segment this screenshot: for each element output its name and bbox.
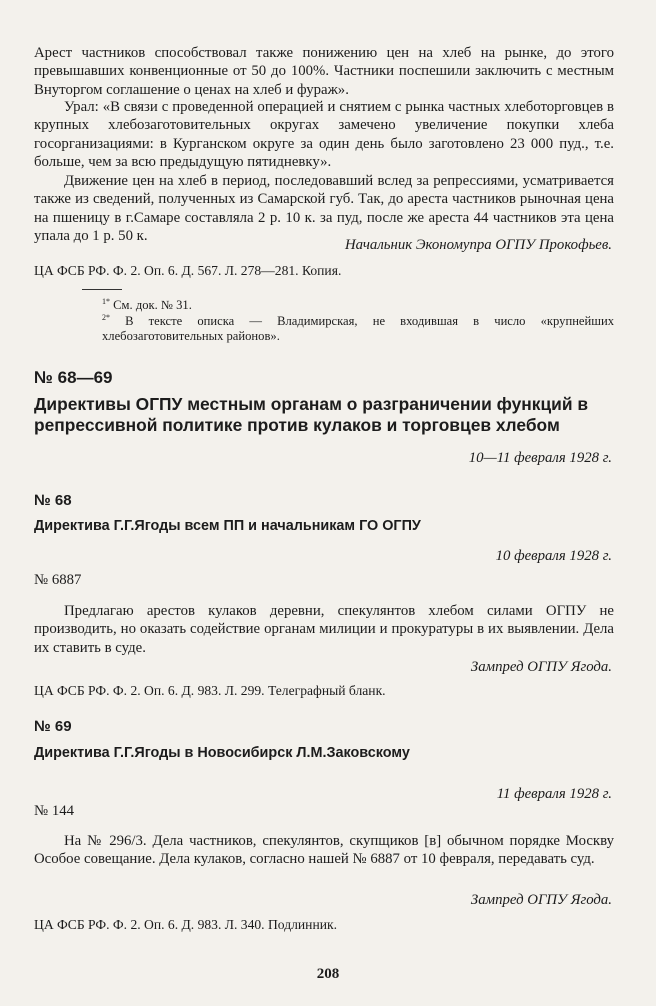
doc-69-source: ЦА ФСБ РФ. Ф. 2. Оп. 6. Д. 983. Л. 340. Подлинник. [34, 917, 338, 932]
section-number: № 68—69 [34, 368, 113, 387]
section-date: 10—11 февраля 1928 г. [468, 450, 612, 466]
archive-source: ЦА ФСБ РФ. Ф. 2. Оп. 6. Д. 567. Л. 278—281. Копия. [34, 263, 342, 278]
doc-69-title: Директива Г.Г.Ягоды в Новосибирск Л.М.Заковскому [34, 745, 410, 761]
doc-69-body: На № 296/3. Дела частников, спекулянтов, скупщиков [в] обычном порядке Москву Особое совещание. Дела кулаков, согласно нашей № 6887 от 10 февраля, передавать суд. [34, 833, 614, 868]
doc-68-source: ЦА ФСБ РФ. Ф. 2. Оп. 6. Д. 983. Л. 299. Телеграфный бланк. [34, 683, 386, 698]
doc-68-date: 10 февраля 1928 г. [495, 548, 612, 564]
footnote-1-text: См. док. № 31. [110, 298, 192, 313]
footnote-2 [102, 310, 614, 344]
doc-69-date: 11 февраля 1928 г. [496, 786, 612, 802]
page-number: 208 [316, 966, 340, 982]
doc-68-signature: Зампред ОГПУ Ягода. [470, 659, 612, 675]
paragraph-arrest-prices: Арест частников способствовал также понижению цен на хлеб на рынке, до этого превышавших конвенционные от 50 до 100%. Частники поспешили заключить с местным Внуторгом соглашение о ценах на хлеб и фураж». [34, 45, 614, 98]
doc-68-title: Директива Г.Г.Ягоды всем ПП и начальникам ГО ОГПУ [34, 518, 421, 534]
paragraph-ural: Урал: «В связи с проведенной операцией и снятием с рынка частных хлеботорговцев в крупных хлебозаготовительных округах замечено увеличение покупки хлеба госорганизациями: в Курганском округе за один день было заготовлено 23 000 пуд., т.е. больше, чем за всю предыдущую пятидневку». [34, 99, 614, 171]
doc-68-reg-number: № 6887 [34, 572, 82, 588]
paragraph-samara: Движение цен на хлеб в период, последовавший вслед за репрессиями, усматривается также из сведений, полученных из Самарской губ. Так, до ареста частников рыночная цена на пшеницу в г.Самаре составляла 2 р. 10 к. за пуд, после же ареста 44 частников эта цена упала до 1 р. 50 к. [34, 173, 614, 245]
doc-68-body: Предлагаю арестов кулаков деревни, спекулянтов хлебом силами ОГПУ не производить, но оказать содействие органам милиции и прокуратуры в их выявлении. Дела их ставить в суде. [34, 603, 614, 656]
footnote-2-text: В тексте описка — Владимирская, не входившая в число «крупнейших хлебозаготовительных районов». [102, 314, 614, 344]
footnote-2-mark: 2* [102, 313, 110, 322]
footnote-divider [82, 289, 122, 290]
doc-68-number: № 68 [34, 492, 72, 509]
section-title: Директивы ОГПУ местным органам о разграничении функций в репрессивной политике против кулаков и торговцев хлебом [34, 394, 589, 435]
signature-prokofiev: Начальник Экономупра ОГПУ Прокофьев. [344, 237, 612, 253]
doc-69-number: № 69 [34, 718, 72, 735]
doc-69-reg-number: № 144 [34, 803, 75, 819]
doc-69-signature: Зампред ОГПУ Ягода. [470, 892, 612, 908]
footnote-1-mark: 1* [102, 297, 110, 306]
